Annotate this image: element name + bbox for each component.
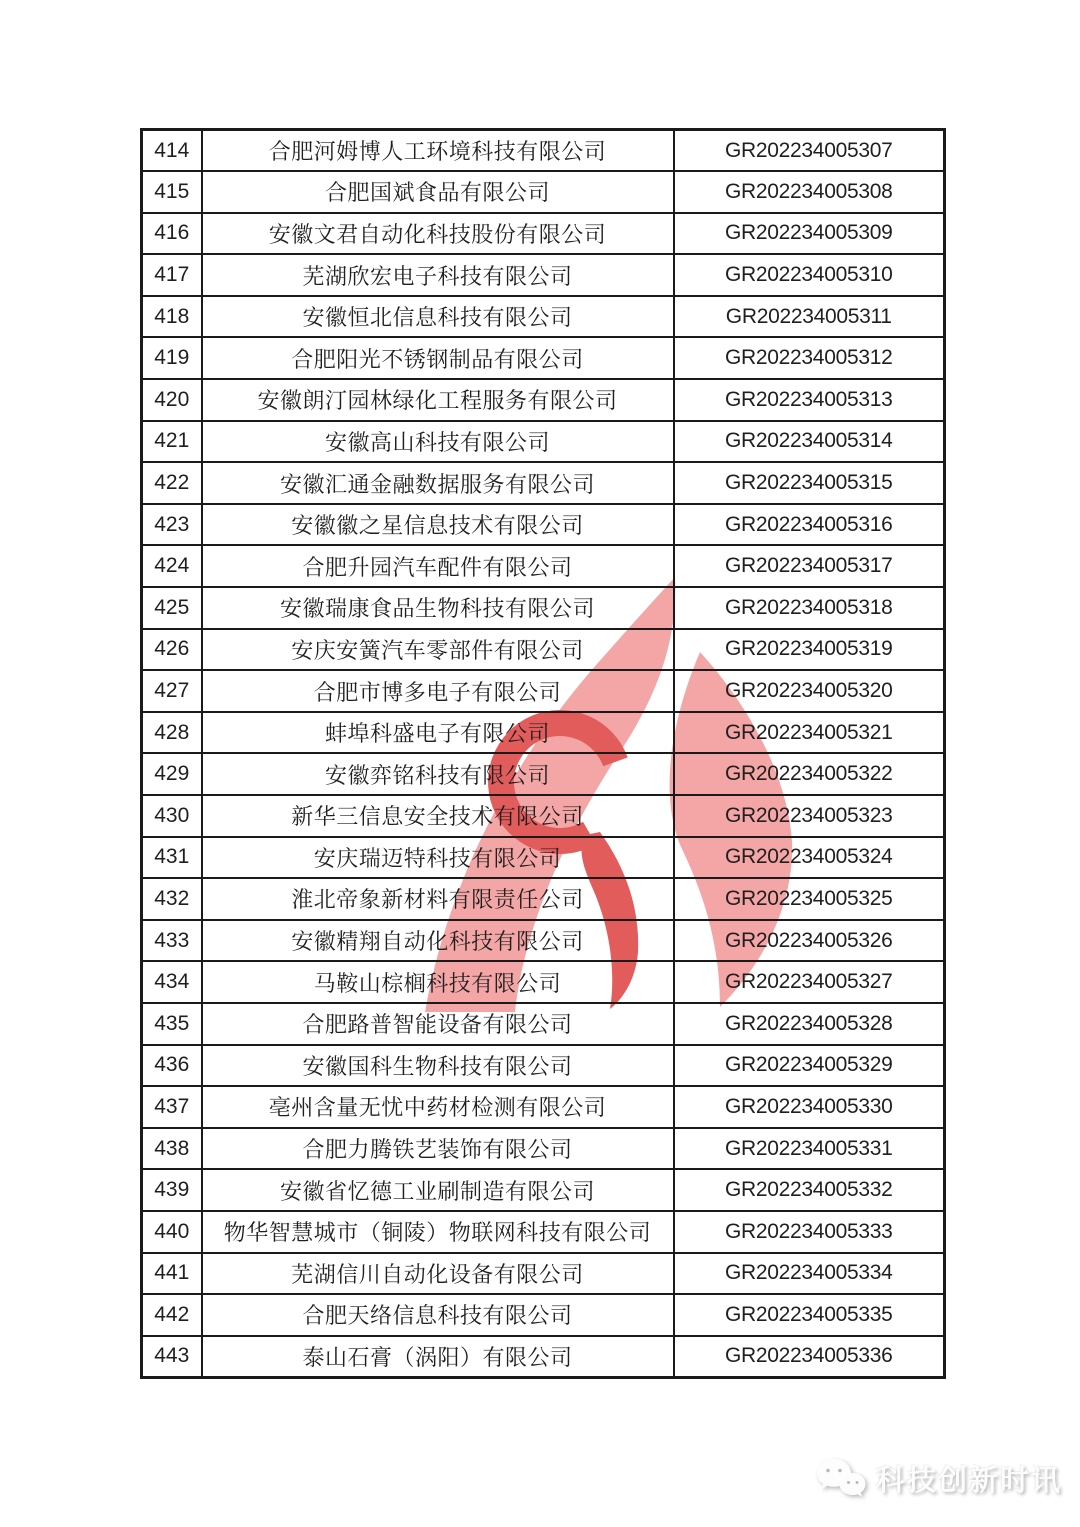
company-name: 安徽文君自动化科技股份有限公司 [202, 213, 674, 255]
company-name: 安庆安簧汽车零部件有限公司 [202, 629, 674, 671]
row-number: 422 [142, 462, 202, 504]
table-row [142, 545, 945, 587]
gr-code: GR202234005327 [674, 961, 945, 1003]
company-name: 安徽朗汀园林绿化工程服务有限公司 [202, 379, 674, 421]
company-name: 合肥力腾铁艺装饰有限公司 [202, 1128, 674, 1170]
row-number: 424 [142, 545, 202, 587]
row-number: 438 [142, 1128, 202, 1170]
table-row [142, 1336, 945, 1378]
company-name: 安徽徽之星信息技术有限公司 [202, 504, 674, 546]
row-number: 417 [142, 254, 202, 296]
gr-code: GR202234005334 [674, 1253, 945, 1295]
row-number: 436 [142, 1045, 202, 1087]
row-number: 439 [142, 1169, 202, 1211]
gr-code: GR202234005307 [674, 130, 945, 172]
table-row [142, 1128, 945, 1170]
company-name: 芜湖欣宏电子科技有限公司 [202, 254, 674, 296]
gr-code: GR202234005320 [674, 670, 945, 712]
table-row [142, 213, 945, 255]
footer-brand [816, 1452, 1062, 1504]
company-name: 合肥市博多电子有限公司 [202, 670, 674, 712]
gr-code: GR202234005312 [674, 337, 945, 379]
company-name: 安徽汇通金融数据服务有限公司 [202, 462, 674, 504]
company-name: 合肥升园汽车配件有限公司 [202, 545, 674, 587]
table-row [142, 1086, 945, 1128]
gr-code: GR202234005315 [674, 462, 945, 504]
company-name: 合肥河姆博人工环境科技有限公司 [202, 130, 674, 172]
certification-table [140, 128, 946, 1379]
table-row [142, 254, 945, 296]
gr-code: GR202234005317 [674, 545, 945, 587]
row-number: 435 [142, 1003, 202, 1045]
gr-code: GR202234005321 [674, 712, 945, 754]
company-name: 新华三信息安全技术有限公司 [202, 795, 674, 837]
table-row [142, 1294, 945, 1336]
gr-code: GR202234005326 [674, 920, 945, 962]
row-number: 434 [142, 961, 202, 1003]
row-number: 433 [142, 920, 202, 962]
row-number: 418 [142, 296, 202, 338]
gr-code: GR202234005329 [674, 1045, 945, 1087]
company-name: 泰山石膏（涡阳）有限公司 [202, 1336, 674, 1378]
table-row [142, 462, 945, 504]
gr-code: GR202234005324 [674, 837, 945, 879]
row-number: 443 [142, 1336, 202, 1378]
gr-code: GR202234005330 [674, 1086, 945, 1128]
table-row [142, 296, 945, 338]
company-name: 安徽精翔自动化科技有限公司 [202, 920, 674, 962]
company-name: 蚌埠科盛电子有限公司 [202, 712, 674, 754]
row-number: 428 [142, 712, 202, 754]
company-name: 合肥路普智能设备有限公司 [202, 1003, 674, 1045]
table-row [142, 712, 945, 754]
table-row [142, 629, 945, 671]
table-row [142, 795, 945, 837]
gr-code: GR202234005333 [674, 1211, 945, 1253]
gr-code: GR202234005314 [674, 421, 945, 463]
row-number: 440 [142, 1211, 202, 1253]
table-row [142, 587, 945, 629]
company-name: 亳州含量无忧中药材检测有限公司 [202, 1086, 674, 1128]
row-number: 427 [142, 670, 202, 712]
gr-code: GR202234005322 [674, 753, 945, 795]
table-row [142, 504, 945, 546]
gr-code: GR202234005328 [674, 1003, 945, 1045]
row-number: 416 [142, 213, 202, 255]
row-number: 432 [142, 878, 202, 920]
company-name: 安徽弈铭科技有限公司 [202, 753, 674, 795]
company-name: 合肥国斌食品有限公司 [202, 171, 674, 213]
row-number: 429 [142, 753, 202, 795]
table-row [142, 421, 945, 463]
table-row [142, 1045, 945, 1087]
row-number: 441 [142, 1253, 202, 1295]
company-name: 马鞍山棕榈科技有限公司 [202, 961, 674, 1003]
company-name: 物华智慧城市（铜陵）物联网科技有限公司 [202, 1211, 674, 1253]
table-row [142, 1169, 945, 1211]
row-number: 426 [142, 629, 202, 671]
table-row [142, 753, 945, 795]
table-row [142, 130, 945, 172]
table-row [142, 878, 945, 920]
gr-code: GR202234005313 [674, 379, 945, 421]
company-name: 芜湖信川自动化设备有限公司 [202, 1253, 674, 1295]
table-row [142, 379, 945, 421]
company-name: 安徽恒北信息科技有限公司 [202, 296, 674, 338]
company-name: 淮北帝象新材料有限责任公司 [202, 878, 674, 920]
gr-code: GR202234005331 [674, 1128, 945, 1170]
footer-brand-text: 科技创新时讯 [875, 1464, 1062, 1497]
row-number: 437 [142, 1086, 202, 1128]
row-number: 419 [142, 337, 202, 379]
row-number: 425 [142, 587, 202, 629]
company-name: 合肥阳光不锈钢制品有限公司 [202, 337, 674, 379]
gr-code: GR202234005323 [674, 795, 945, 837]
gr-code: GR202234005308 [674, 171, 945, 213]
row-number: 430 [142, 795, 202, 837]
gr-code: GR202234005319 [674, 629, 945, 671]
row-number: 420 [142, 379, 202, 421]
table-row [142, 670, 945, 712]
company-name: 安徽省忆德工业刷制造有限公司 [202, 1169, 674, 1211]
wechat-icon [816, 1457, 866, 1499]
company-name: 安庆瑞迈特科技有限公司 [202, 837, 674, 879]
company-name: 安徽高山科技有限公司 [202, 421, 674, 463]
table-row [142, 1003, 945, 1045]
row-number: 415 [142, 171, 202, 213]
row-number: 414 [142, 130, 202, 172]
row-number: 421 [142, 421, 202, 463]
table-row [142, 1211, 945, 1253]
row-number: 423 [142, 504, 202, 546]
table-row [142, 837, 945, 879]
table-row [142, 920, 945, 962]
row-number: 442 [142, 1294, 202, 1336]
company-name: 安徽瑞康食品生物科技有限公司 [202, 587, 674, 629]
table-body [142, 130, 945, 1378]
company-name: 合肥天络信息科技有限公司 [202, 1294, 674, 1336]
gr-code: GR202234005325 [674, 878, 945, 920]
gr-code: GR202234005309 [674, 213, 945, 255]
table-row [142, 1253, 945, 1295]
table-row [142, 171, 945, 213]
gr-code: GR202234005318 [674, 587, 945, 629]
table-row [142, 337, 945, 379]
gr-code: GR202234005310 [674, 254, 945, 296]
gr-code: GR202234005316 [674, 504, 945, 546]
gr-code: GR202234005335 [674, 1294, 945, 1336]
gr-code: GR202234005336 [674, 1336, 945, 1378]
gr-code: GR202234005332 [674, 1169, 945, 1211]
gr-code: GR202234005311 [674, 296, 945, 338]
company-name: 安徽国科生物科技有限公司 [202, 1045, 674, 1087]
table-row [142, 961, 945, 1003]
row-number: 431 [142, 837, 202, 879]
